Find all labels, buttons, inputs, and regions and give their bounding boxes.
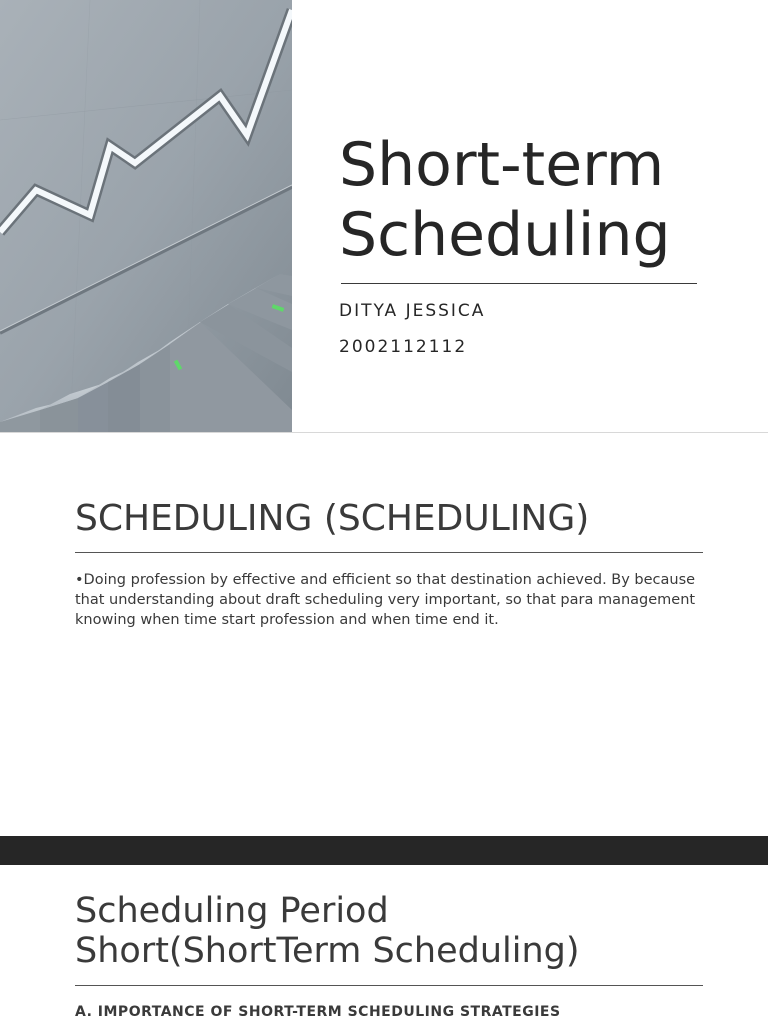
section-subheading: A. IMPORTANCE OF SHORT-TERM SCHEDULING STRATEGIES [75,1004,561,1020]
scheduling-period-slide [0,865,768,1024]
page-title [339,130,739,270]
heading-divider [75,552,703,553]
title-line-2: Scheduling [339,200,671,270]
slide-separator-band [0,836,768,865]
title-slide [0,0,768,432]
heading-line-2: Short(ShortTerm Scheduling) [75,931,580,971]
slide-heading [75,891,715,971]
title-line-1: Short-term [339,130,665,200]
slide-heading: SCHEDULING (SCHEDULING) [75,498,590,539]
student-id: 2002112112 [339,337,468,357]
heading-line-1: Scheduling Period [75,891,389,931]
cover-image-growth-stairs [0,0,292,432]
heading-divider [75,985,703,986]
title-divider [341,283,697,284]
slide-body-text: •Doing profession by effective and efficient so that destination achieved. By because that understanding about draft scheduling very important, so that para management knowing when time start profession and when time end it. [75,572,696,628]
scheduling-slide [0,433,768,836]
author-name: DITYA JESSICA [339,301,486,321]
